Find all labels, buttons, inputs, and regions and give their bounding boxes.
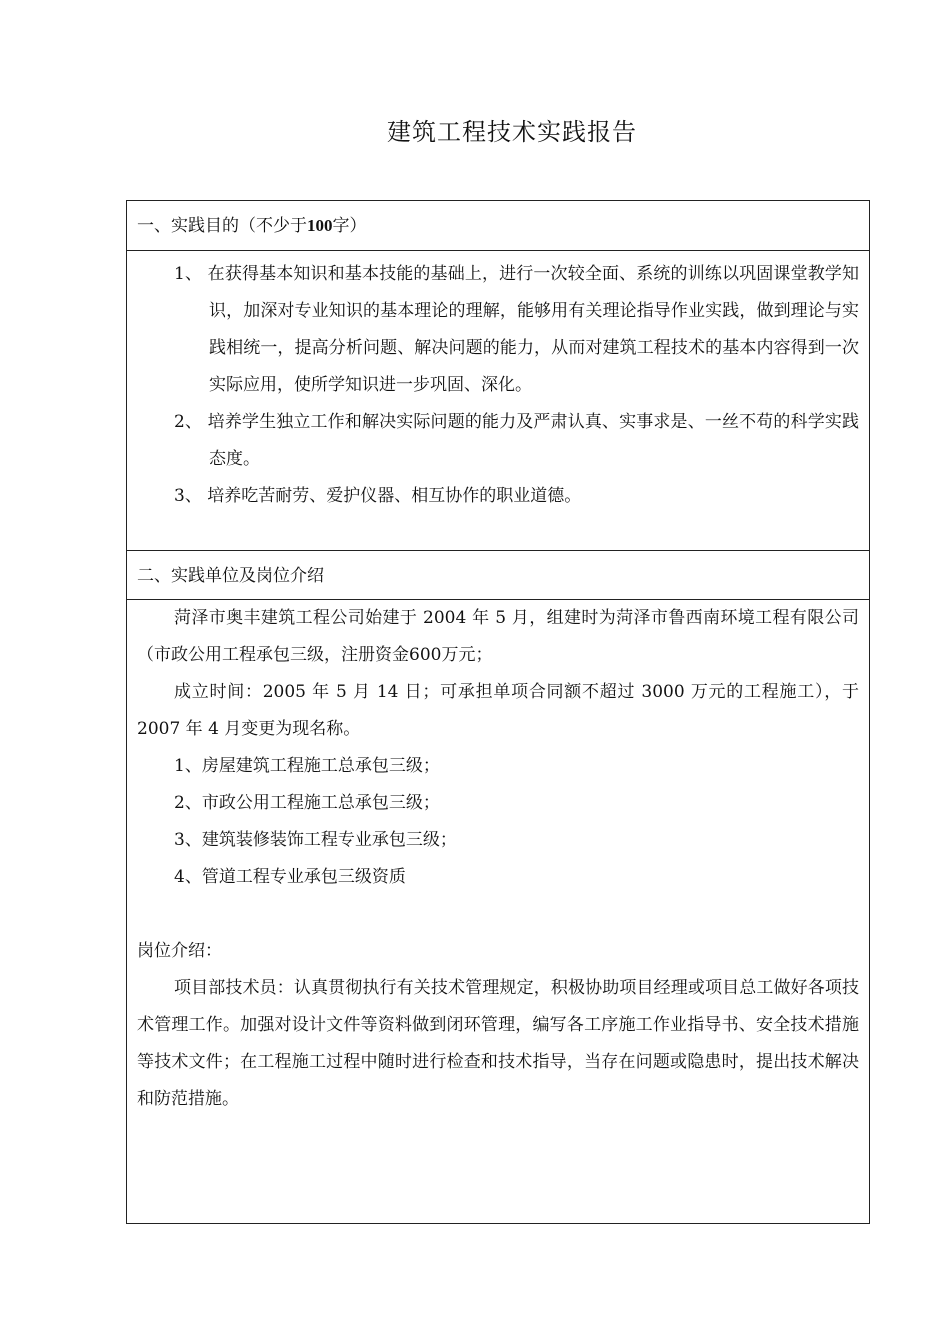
- qualification-item: 2、市政公用工程施工总承包三级；: [174, 793, 440, 813]
- qualification-item: 3、建筑装修装饰工程专业承包三级；: [174, 830, 457, 850]
- qualification-item: 1、房屋建筑工程施工总承包三级；: [174, 756, 440, 776]
- purpose-heading-suffix: 字）: [332, 216, 367, 236]
- purpose-item: [137, 256, 859, 404]
- blank-line: [137, 896, 859, 933]
- purpose-heading-count: 100: [307, 216, 333, 235]
- report-title: 建筑工程技术实践报告: [387, 118, 637, 146]
- qualification-item: 4、管道工程专业承包三级资质: [174, 867, 406, 887]
- company-intro-paragraph: 菏泽市奥丰建筑工程公司始建于 2004 年 5 月，组建时为菏泽市鲁西南环境工程有限公司（市政公用工程承包三级，注册资金600万元；: [137, 608, 859, 665]
- company-body: [127, 600, 869, 1118]
- purpose-item-text: 培养学生独立工作和解决实际问题的能力及严肃认真、实事求是、一丝不苟的科学实践态度。: [207, 412, 860, 469]
- purpose-item-text: 在获得基本知识和基本技能的基础上，进行一次较全面、系统的训练以巩固课堂教学知识，加深对专业知识的基本理论的理解，能够用有关理论指导作业实践，做到理论与实践相统一，提高分析问题、解决问题的能力，从而对建筑工程技术的基本内容得到一次实际应用，使所学知识进一步巩固、深化。: [207, 264, 860, 395]
- purpose-item-number: 2、: [174, 412, 203, 432]
- section-heading-company: 二、实践单位及岗位介绍: [127, 550, 869, 600]
- purpose-body: [127, 251, 869, 515]
- purpose-item-text: 培养吃苦耐劳、爱护仪器、相互协作的职业道德。: [207, 486, 582, 506]
- position-description: 项目部技术员：认真贯彻执行有关技术管理规定，积极协助项目经理或项目总工做好各项技术管理工作。加强对设计文件等资料做到闭环管理，编写各工序施工作业指导书、安全技术措施等技术文件；在工程施工过程中随时进行检查和技术指导，当存在问题或隐患时，提出技术解决和防范措施。: [137, 978, 859, 1109]
- position-label: 岗位介绍：: [137, 941, 222, 961]
- purpose-item-number: 3、: [174, 486, 202, 506]
- section-heading-purpose: [127, 201, 869, 251]
- purpose-item-number: 1、: [174, 264, 203, 284]
- purpose-item: [137, 404, 859, 478]
- purpose-heading-prefix: 一、实践目的（不少于: [137, 216, 307, 236]
- report-form-table: [126, 200, 870, 1224]
- purpose-item: [137, 478, 859, 515]
- company-established-paragraph: 成立时间：2005 年 5 月 14 日；可承担单项合同额不超过 3000 万元的工程施工），于 2007 年 4 月变更为现名称。: [137, 682, 859, 739]
